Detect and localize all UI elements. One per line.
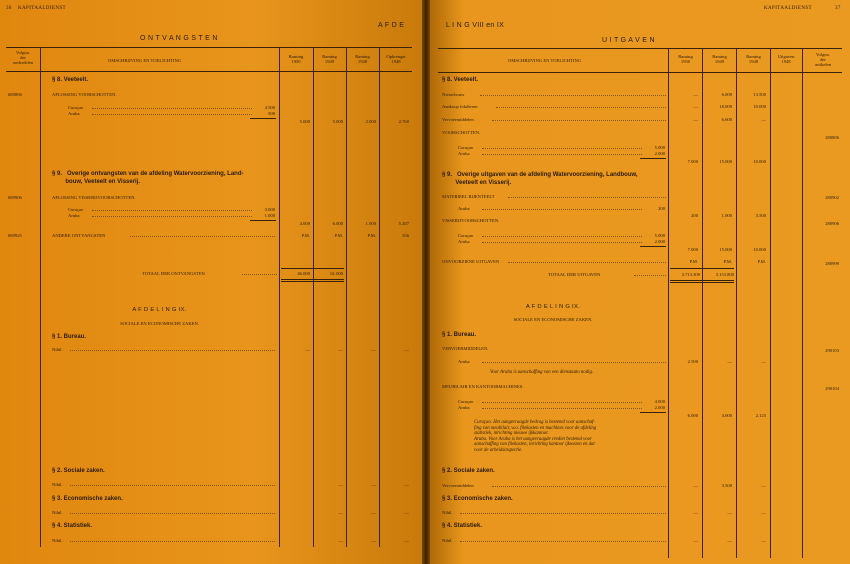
nihil-text: Nihil. (442, 538, 453, 543)
total-rule (670, 280, 734, 281)
amount: — (727, 538, 732, 543)
amount: 356 (402, 233, 409, 238)
amount: — (371, 347, 376, 352)
leader-dots (508, 197, 666, 198)
amount: — (371, 510, 376, 515)
article-code: 280902 (825, 195, 839, 200)
amount: — (693, 538, 698, 543)
section-heading: § 3. Economische zaken. (442, 496, 513, 502)
amount: — (404, 482, 409, 487)
total-amount: 46.000 (297, 271, 310, 276)
leader-dots (492, 486, 666, 487)
amount: 2.760 (398, 119, 409, 124)
column-header-description: OMSCHRIJVING EN TOELICHTING (508, 58, 582, 63)
item-label: AFLOSSING VISSERIJVOORSCHOTTEN. (52, 195, 136, 200)
amount: — (371, 538, 376, 543)
article-code: 280906 (825, 221, 839, 226)
leader-dots (460, 541, 666, 542)
sub-item-label: Aruba (458, 151, 470, 156)
nihil-text: Nihil. (52, 538, 63, 543)
sub-item-label: Aruba (458, 359, 470, 364)
amount: — (693, 117, 698, 122)
sub-item-label: Aruba (68, 111, 80, 116)
item-label: VOORSCHOTTEN. (442, 130, 481, 135)
subtotal-rule (640, 246, 666, 247)
section-heading: § 1. Bureau. (442, 332, 477, 338)
sub-item-label: Curaçao (458, 233, 474, 238)
section-heading: § 8. Veeteelt. (52, 77, 89, 83)
column-header-raming-1950: Raming 1950 (288, 54, 304, 64)
amount: 4.000 (721, 413, 732, 418)
leader-dots (482, 402, 642, 403)
explanatory-note: Curaçao. Het aangevraagde bedrag is bestemd voor aanschaf- fing van meubilair, w.o. filekasten en machines voor de afdeling statistiek, inrichting nieuwe ijkkantoor. Aruba. Voor Aruba is het aangevraagde crediet bestemd voor aanschaffing van filekasten, inrichting kantoor ijkwezen en dat voor de arbeidsinspectie. (474, 420, 597, 453)
explanatory-note: Voor Aruba is aanschaffing van een dienstauto nodig. (490, 370, 594, 375)
sub-item-value: 2.000 (654, 405, 665, 410)
leader-dots (482, 209, 642, 210)
leader-dots (92, 210, 252, 211)
total-rule (281, 268, 344, 269)
amount: 2.125 (755, 413, 766, 418)
total-label: TOTAAL DER ONTVANGSTEN (142, 271, 205, 276)
item-label: VISSERIJVOORSCHOTTEN. (442, 218, 500, 223)
article-code: 280806 (825, 135, 839, 140)
column-rule (668, 48, 669, 558)
amount: — (338, 510, 343, 515)
sub-item-label: Curaçao (458, 399, 474, 404)
amount: 6.600 (721, 117, 732, 122)
leader-dots (92, 216, 252, 217)
division-subheading: SOCIALE EN ECONOMISCHE ZAKEN. (513, 317, 593, 322)
sub-item-label: Curaçao (458, 145, 474, 150)
amount: 3.500 (755, 213, 766, 218)
header-rule-bottom (6, 71, 412, 72)
amount: P.M. (334, 233, 343, 238)
nihil-text: Nihil. (442, 510, 453, 515)
leader-dots (70, 485, 275, 486)
amount: — (761, 510, 766, 515)
amount: P.M. (301, 233, 310, 238)
leader-dots (508, 262, 666, 263)
total-rule (670, 268, 734, 269)
amount: 10.000 (753, 104, 766, 109)
amount: 5.000 (299, 119, 310, 124)
leader-dots (634, 275, 666, 276)
sub-item-value: 3.000 (264, 207, 275, 212)
amount: 7.000 (687, 159, 698, 164)
amount: 13.500 (753, 92, 766, 97)
amount: — (693, 510, 698, 515)
section-heading: § 9. Overige ontvangsten van de afdeling Watervoorziening, Land- bouw, Veeteelt en Visserij. (52, 171, 244, 185)
amount: P.M. (689, 259, 698, 264)
amount: 6.000 (332, 221, 343, 226)
nihil-text: Nihil. (52, 510, 63, 515)
division-heading: A F D E L I N G IX. (132, 307, 187, 313)
amount: P.M. (367, 233, 376, 238)
amount: 10.000 (753, 247, 766, 252)
amount: 6.000 (687, 413, 698, 418)
item-label: ONVOORZIENE UITGAVEN (442, 259, 500, 264)
column-rule (40, 47, 41, 547)
amount: 18.000 (719, 104, 732, 109)
item-label: ANDERE ONTVANGSTEN (52, 233, 106, 238)
column-header-raming-1949: Raming 1949 (322, 54, 337, 64)
item-label: Nieuwbouw (442, 92, 465, 97)
leader-dots (492, 120, 666, 121)
column-rule (702, 48, 703, 558)
amount: 10.000 (753, 159, 766, 164)
item-label: Vervoermiddelen (442, 483, 474, 488)
page-title: O N T V A N G S T E N (140, 35, 218, 42)
amount: — (693, 92, 698, 97)
leader-dots (482, 362, 666, 363)
item-label: VERVOERMIDDELEN. (442, 346, 489, 351)
section-heading: § 4. Statistiek. (442, 523, 483, 529)
leader-dots (482, 242, 642, 243)
amount: 4.000 (299, 221, 310, 226)
amount: — (338, 482, 343, 487)
leader-dots (482, 154, 642, 155)
article-code: 680906 (8, 195, 22, 200)
item-label: MEUBILAIR EN KANTOORMACHINES. (442, 384, 524, 389)
section-heading: § 9. Overige uitgaven van de afdeling Watervoorziening, Landbouw, Veeteelt en Visserij. (442, 172, 638, 186)
amount: — (761, 359, 766, 364)
sub-item-label: Curaçao (68, 105, 84, 110)
total-label: TOTAAL DER UITGAVEN (548, 272, 601, 277)
subtotal-rule (640, 158, 666, 159)
leader-dots (92, 108, 252, 109)
header-rule-top (438, 48, 842, 49)
column-header-raming-1950: Raming 1950 (678, 54, 693, 64)
leader-dots (242, 274, 277, 275)
total-rule (281, 279, 344, 280)
section-heading: § 3. Economische zaken. (52, 496, 123, 502)
nihil-text: Nihil. (52, 482, 63, 487)
leader-dots (496, 107, 666, 108)
amount: 6.000 (721, 92, 732, 97)
amount: — (727, 510, 732, 515)
header-rule-top (6, 47, 412, 48)
subtotal-rule (640, 412, 666, 413)
amount: — (761, 117, 766, 122)
division-subheading: SOCIALE EN ECONOMISCHE ZAKEN. (120, 321, 199, 326)
column-header-raming-1949: Raming 1949 (712, 54, 727, 64)
amount: — (404, 510, 409, 515)
leader-dots (70, 350, 275, 351)
item-label: Vervoermiddelen (442, 117, 474, 122)
leader-dots (482, 236, 642, 237)
leader-dots (460, 513, 666, 514)
leader-dots (482, 148, 642, 149)
page-number: 37 (835, 6, 841, 11)
amount: 2.000 (365, 119, 376, 124)
item-label: AFLOSSING VOORSCHOTTEN. (52, 92, 117, 97)
subtotal-rule (250, 220, 276, 221)
sub-item-value: 5.000 (654, 233, 665, 238)
column-header-raming-1948: Raming 1948 (355, 54, 370, 64)
header-rule-bottom (438, 72, 842, 73)
column-header-description: OMSCHRIJVING EN TOELICHTING (108, 58, 182, 63)
amount: — (761, 538, 766, 543)
section-heading: § 2. Sociale zaken. (442, 468, 495, 474)
article-code: 680925 (8, 233, 22, 238)
sub-item-value: 4.500 (264, 105, 275, 110)
amount: 1.000 (365, 221, 376, 226)
split-title: A F D E (378, 22, 405, 29)
amount: — (404, 347, 409, 352)
amount: — (338, 538, 343, 543)
amount: — (305, 347, 310, 352)
leader-dots (130, 236, 275, 237)
amount: — (693, 483, 698, 488)
sub-item-label: Aruba (68, 213, 80, 218)
sub-item-label: Curaçao (68, 207, 84, 212)
column-rule (770, 48, 771, 558)
division-heading: A F D E L I N G IX. (525, 304, 581, 310)
sub-item-value: 2.000 (654, 151, 665, 156)
column-header-raming-1948: Raming 1948 (746, 54, 761, 64)
leader-dots (70, 513, 275, 514)
page-number: 36 (6, 6, 12, 11)
amount: 3.500 (721, 483, 732, 488)
amount: 5.000 (332, 119, 343, 124)
sub-item-label: Aruba (458, 239, 470, 244)
leader-dots (92, 114, 252, 115)
column-header-opbrengst-1948: Opbrengst 1948 (386, 54, 406, 64)
subtotal-rule (250, 118, 276, 119)
column-header-uitgaven-1948: Uitgaven 1948 (777, 54, 795, 64)
total-rule (670, 282, 734, 283)
leader-dots (480, 95, 666, 96)
nihil-text: Nihil. (52, 347, 63, 352)
amount: 1.000 (721, 213, 732, 218)
amount: — (693, 104, 698, 109)
page-title: U I T G A V E N (602, 37, 655, 44)
article-code: 280999 (825, 261, 839, 266)
article-code: 680806 (8, 92, 22, 97)
running-header: KAPITAALDIENST (764, 6, 812, 11)
column-header-volgno: Volgno. der artikelen (814, 52, 832, 67)
amount: 2.500 (687, 359, 698, 364)
amount: 200 (691, 213, 698, 218)
sub-item-value: 500 (268, 111, 275, 116)
total-amount: 3.153.800 (715, 272, 734, 277)
amount: — (727, 359, 732, 364)
column-rule (736, 48, 737, 558)
amount: 15.000 (719, 247, 732, 252)
section-heading: § 8. Veeteelt. (442, 77, 479, 83)
column-header-volgno: Volgno. der onderdelen (12, 50, 34, 65)
sub-item-label: Aruba (458, 405, 470, 410)
section-heading: § 1. Bureau. (52, 334, 87, 340)
amount: 15.000 (719, 159, 732, 164)
amount: — (338, 347, 343, 352)
sub-item-value: 1.000 (264, 213, 275, 218)
running-header: KAPITAALDIENST (18, 6, 66, 11)
article-code: 290103 (825, 348, 839, 353)
sub-item-label: Aruba (458, 206, 470, 211)
total-amount: 3.713.300 (681, 272, 700, 277)
sub-item-value: 4.000 (654, 399, 665, 404)
amount: — (404, 538, 409, 543)
column-rule (802, 48, 803, 558)
item-label: MATERIEEL RIJENTEELT (442, 194, 495, 199)
amount: — (761, 483, 766, 488)
amount: 5.207 (398, 221, 409, 226)
section-heading: § 4. Statistiek. (52, 523, 93, 529)
article-code: 290104 (825, 386, 839, 391)
sub-item-value: 5.000 (654, 145, 665, 150)
total-rule (281, 281, 344, 282)
sub-item-value: 2.000 (654, 239, 665, 244)
item-label: Aankoop fokdieren (442, 104, 478, 109)
split-title: L I N G VIII en IX (446, 22, 505, 29)
amount: P.M. (757, 259, 766, 264)
leader-dots (70, 541, 275, 542)
left-page (0, 0, 422, 564)
sub-item-value: 200 (658, 206, 665, 211)
amount: — (371, 482, 376, 487)
column-rule (279, 47, 280, 547)
leader-dots (482, 408, 642, 409)
book-gutter (422, 0, 430, 564)
amount: 7.000 (687, 247, 698, 252)
section-heading: § 2. Sociale zaken. (52, 468, 105, 474)
right-page (430, 0, 850, 564)
amount: P.M. (723, 259, 732, 264)
total-amount: 61.000 (330, 271, 343, 276)
